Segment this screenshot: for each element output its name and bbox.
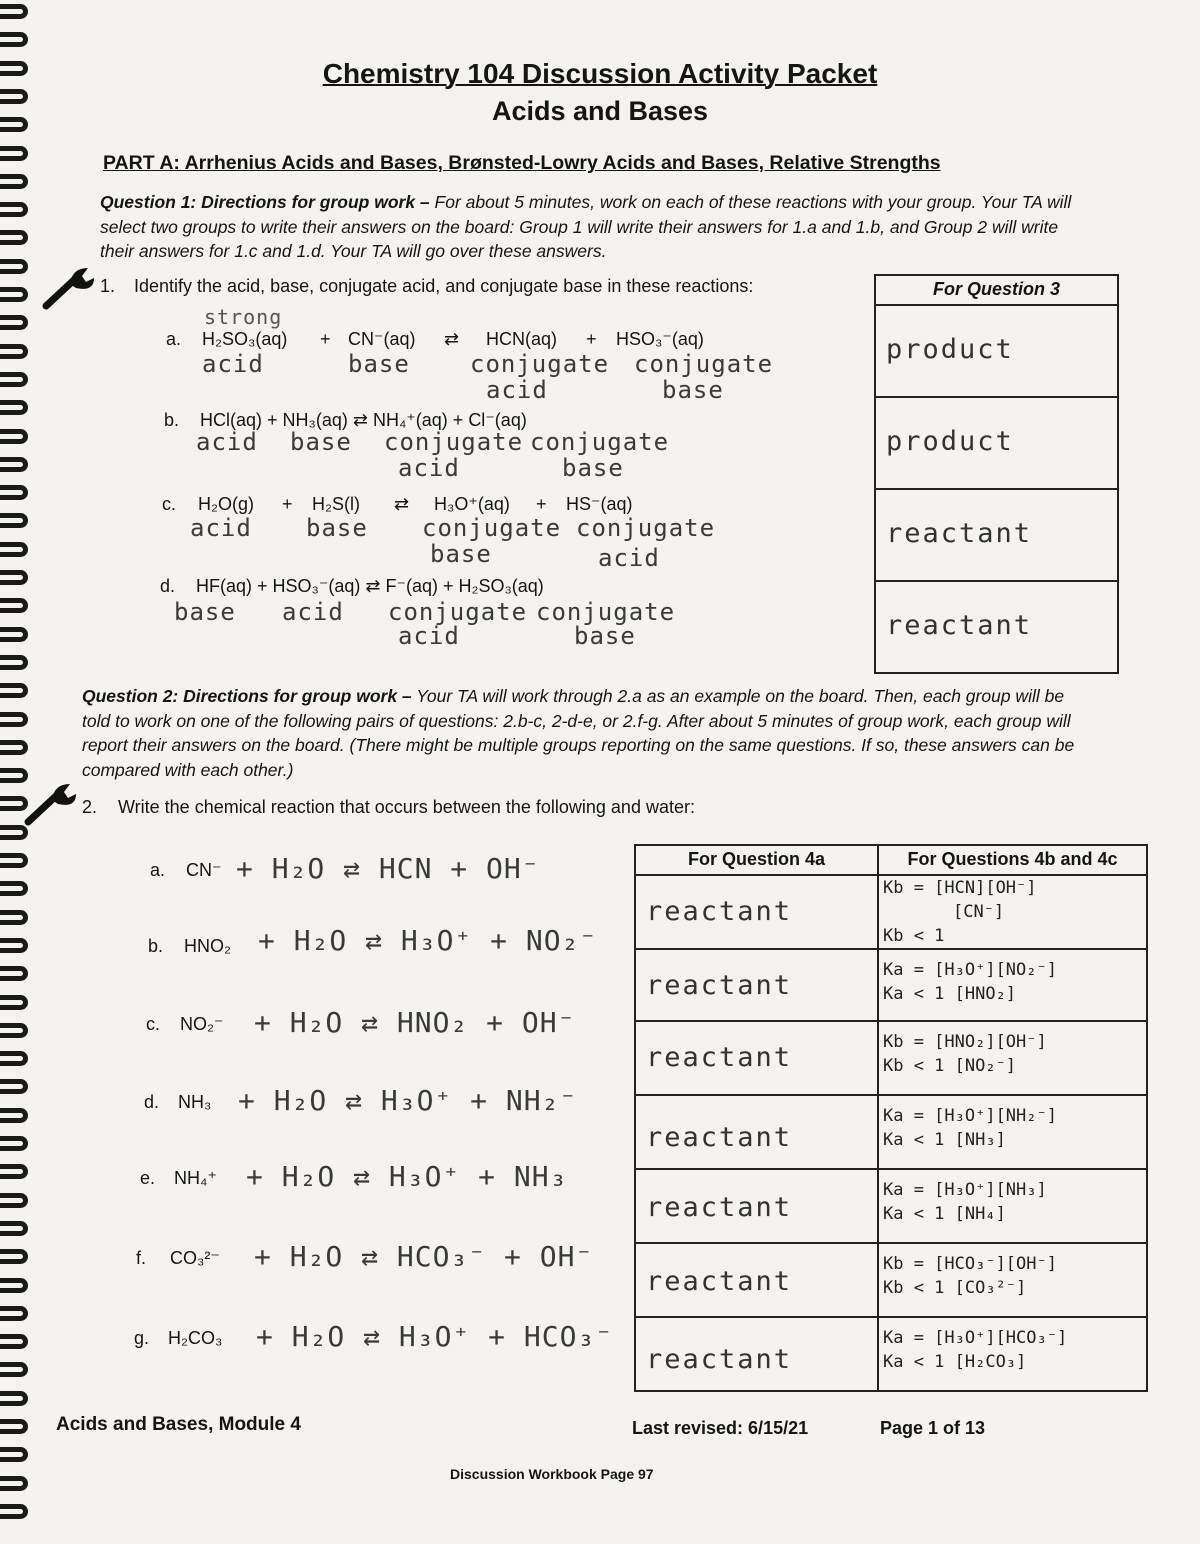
binding-ring (0, 966, 28, 981)
binding-ring (0, 429, 28, 444)
plus-sign: + (586, 329, 597, 349)
handwritten-label: conjugate (384, 428, 524, 456)
handwritten-label: acid (190, 514, 252, 542)
binding-ring (0, 542, 28, 557)
binding-ring (0, 570, 28, 585)
binding-ring (0, 315, 28, 330)
reaction-species: NH₄⁺ (174, 1168, 217, 1188)
question1-directions-label: Directions for group work – (201, 192, 430, 212)
question4-table (634, 844, 1148, 1392)
binding-ring (0, 1476, 28, 1491)
question4a-cell: reactant (635, 1021, 878, 1095)
question3-answer-cell: reactant (875, 489, 1118, 581)
k-expression: Kb = [HCN][OH⁻] (882, 878, 1037, 898)
binding-ring (0, 1334, 28, 1349)
handwritten-answer: + H₂O ⇄ HNO₂ + OH⁻ (254, 1006, 576, 1039)
handwritten-label: acid (196, 428, 258, 456)
binding-ring (0, 655, 28, 670)
binding-ring (0, 1447, 28, 1462)
question4a-cell: reactant (635, 875, 878, 949)
binding-ring (0, 1136, 28, 1151)
binding-ring (0, 485, 28, 500)
spiral-binding (0, 0, 40, 1544)
handwritten-label: base (174, 598, 236, 626)
handwritten-label: conjugate (634, 350, 774, 378)
handwritten-label: conjugate (536, 598, 676, 626)
k-denominator: [CN⁻] (952, 902, 1005, 922)
question4a-cell: reactant (635, 1095, 878, 1169)
k-denominator: Ka < 1 [HNO₂] (882, 984, 1017, 1004)
question2-number: 2. (82, 797, 98, 817)
binding-ring (0, 712, 28, 727)
question3-answer-cell: product (875, 397, 1118, 489)
reaction-letter: c. (162, 494, 177, 514)
wrench-icon (40, 262, 100, 312)
binding-ring (0, 1051, 28, 1066)
footer-page-number: Page 1 of 13 (880, 1418, 986, 1438)
wrench-icon (22, 778, 82, 828)
reaction-letter: g. (134, 1328, 150, 1348)
k-expression-cell (878, 1095, 1147, 1169)
handwritten-answer: + H₂O ⇄ HCN + OH⁻ (236, 852, 540, 885)
question3-table-header: For Question 3 (875, 275, 1118, 305)
plus-sign: + (536, 494, 547, 514)
binding-ring (0, 146, 28, 161)
k-expression-cell (878, 875, 1147, 949)
binding-ring (0, 1391, 28, 1406)
handwritten-answer: + H₂O ⇄ H₃O⁺ + NH₃ (246, 1160, 568, 1193)
binding-ring (0, 995, 28, 1010)
handwritten-label: acid (202, 350, 264, 378)
question1-label: Question 1: (100, 192, 197, 212)
binding-ring (0, 1023, 28, 1038)
reaction-letter: a. (150, 860, 166, 880)
k-expression: Ka = [H₃O⁺][NH₂⁻] (882, 1106, 1057, 1126)
k-expression-cell (878, 1243, 1147, 1317)
reaction-letter: d. (144, 1092, 160, 1112)
binding-ring (0, 174, 28, 189)
handwritten-label: conjugate (388, 598, 528, 626)
question1-directions (100, 190, 1075, 264)
k-expression: Ka = [H₃O⁺][NO₂⁻] (882, 960, 1057, 980)
handwritten-label: conjugate (470, 350, 610, 378)
plus-sign: + (282, 494, 293, 514)
handwritten-label: acid (398, 454, 460, 482)
reaction-letter: f. (136, 1248, 147, 1268)
k-denominator: Ka < 1 [NH₃] (882, 1130, 1006, 1150)
handwritten-label: base (574, 622, 636, 650)
binding-ring (0, 344, 28, 359)
k-expression-cell (878, 1021, 1147, 1095)
reaction-letter: c. (146, 1014, 161, 1034)
reaction-species: H₃O⁺(aq) (434, 494, 510, 514)
question2-directions (82, 684, 1082, 782)
reaction-species: NH₃ (178, 1092, 212, 1112)
k-denominator: Ka < 1 [NH₄] (882, 1204, 1006, 1224)
k-expression-cell (878, 1169, 1147, 1243)
reaction-species: HS⁻(aq) (566, 494, 633, 514)
part-a-heading: PART A: Arrhenius Acids and Bases, Brønsted-Lowry Acids and Bases, Relative Strengths (103, 152, 941, 174)
question4a-cell: reactant (635, 1243, 878, 1317)
handwritten-label: base (562, 454, 624, 482)
handwritten-label: acid (486, 376, 548, 404)
handwritten-note: strong (204, 305, 283, 329)
handwritten-answer: + H₂O ⇄ H₃O⁺ + NO₂⁻ (258, 924, 598, 957)
binding-ring (0, 513, 28, 528)
k-denominator: Ka < 1 [H₂CO₃] (882, 1352, 1027, 1372)
footer-module: Acids and Bases, Module 4 (56, 1414, 301, 1435)
k-expression: Kb = [HCO₃⁻][OH⁻] (882, 1254, 1057, 1274)
reaction-species: HSO₃⁻(aq) (616, 329, 704, 349)
binding-ring (0, 598, 28, 613)
binding-ring (0, 1278, 28, 1293)
binding-ring (0, 627, 28, 642)
question4a-header: For Question 4a (635, 845, 878, 875)
k-expression-cell (878, 1317, 1147, 1391)
plus-sign: + (320, 329, 331, 349)
question1-directions-text: For about 5 minutes, work on each of these reactions with your group. Your TA will select two groups to write their answers on the board: Group 1 will write their answers for 1.a and 1.b, and Group 2 will write their answers for 1.c and 1.d. Your TA will go over these answers. (100, 192, 1072, 261)
reaction-species: CN⁻(aq) (348, 329, 416, 349)
reaction-letter: a. (166, 329, 182, 349)
binding-ring (0, 1193, 28, 1208)
binding-ring (0, 881, 28, 896)
binding-ring (0, 32, 28, 47)
reaction-species: CO₃²⁻ (170, 1248, 220, 1268)
binding-ring (0, 740, 28, 755)
binding-ring (0, 259, 28, 274)
k-expression: Ka = [H₃O⁺][NH₃] (882, 1180, 1047, 1200)
binding-ring (0, 1164, 28, 1179)
handwritten-label: conjugate (530, 428, 670, 456)
reaction-equation: HCl(aq) + NH₃(aq) ⇄ NH₄⁺(aq) + Cl⁻(aq) (200, 410, 527, 430)
reaction-species: H₂O(g) (198, 494, 254, 514)
handwritten-label: conjugate (576, 514, 716, 542)
binding-ring (0, 372, 28, 387)
k-denominator: Kb < 1 [NO₂⁻] (882, 1056, 1017, 1076)
reaction-letter: d. (160, 576, 176, 596)
reaction-species: NO₂⁻ (180, 1014, 224, 1034)
k-expression: Ka = [H₃O⁺][HCO₃⁻] (882, 1328, 1068, 1348)
handwritten-label: base (348, 350, 410, 378)
question2-label: Question 2: (82, 686, 179, 706)
k-comparison: Kb < 1 (882, 926, 945, 946)
binding-ring (0, 1362, 28, 1377)
handwritten-label: acid (598, 544, 660, 572)
binding-ring (0, 1221, 28, 1236)
footer-workbook-page: Discussion Workbook Page 97 (450, 1466, 654, 1482)
k-expression-cell (878, 949, 1147, 1021)
binding-ring (0, 400, 28, 415)
reaction-letter: e. (140, 1168, 156, 1188)
binding-ring (0, 230, 28, 245)
reaction-species: H₂SO₃(aq) (202, 329, 288, 349)
handwritten-label: base (430, 540, 492, 568)
reaction-species: H₂S(l) (312, 494, 360, 514)
reaction-species: H₂CO₃ (168, 1328, 223, 1348)
handwritten-answer: + H₂O ⇄ H₃O⁺ + NH₂⁻ (238, 1084, 578, 1117)
handwritten-label: base (306, 514, 368, 542)
handwritten-answer: + H₂O ⇄ H₃O⁺ + HCO₃⁻ (256, 1320, 614, 1353)
question1-prompt: Identify the acid, base, conjugate acid, and conjugate base in these reactions: (134, 276, 754, 296)
equilibrium-arrow: ⇄ (394, 494, 410, 514)
question4bc-header: For Questions 4b and 4c (878, 845, 1147, 875)
question4a-cell: reactant (635, 1169, 878, 1243)
binding-ring (0, 287, 28, 302)
k-denominator: Kb < 1 [CO₃²⁻] (882, 1278, 1027, 1298)
binding-ring (0, 683, 28, 698)
reaction-species: HCN(aq) (486, 329, 558, 349)
question1-number: 1. (100, 276, 116, 296)
question3-table (874, 274, 1119, 674)
question2-directions-text: Your TA will work through 2.a as an example on the board. Then, each group will be told to work on one of the following pairs of questions: 2.b-c, 2-d-e, or 2.f-g. After about 5 minutes of group work, each group will report their answers on the board. (There might be multiple groups reporting on the same questions. If so, these answers can be compared with each other.) (82, 686, 1075, 780)
binding-ring (0, 853, 28, 868)
handwritten-label: base (290, 428, 352, 456)
equilibrium-arrow: ⇄ (444, 329, 460, 349)
handwritten-label: acid (398, 622, 460, 650)
reaction-equation: HF(aq) + HSO₃⁻(aq) ⇄ F⁻(aq) + H₂SO₃(aq) (196, 576, 544, 596)
question2-directions-label: Directions for group work – (183, 686, 412, 706)
reaction-letter: b. (148, 936, 164, 956)
binding-ring (0, 1108, 28, 1123)
binding-ring (0, 4, 28, 19)
question2-prompt: Write the chemical reaction that occurs between the following and water: (118, 797, 695, 817)
reaction-species: CN⁻ (186, 860, 222, 880)
binding-ring (0, 202, 28, 217)
question4a-cell: reactant (635, 949, 878, 1021)
question4a-cell: reactant (635, 1317, 878, 1391)
page-title: Chemistry 104 Discussion Activity Packet (322, 58, 878, 89)
binding-ring (0, 1419, 28, 1434)
reaction-letter: b. (164, 410, 180, 430)
page-subtitle: Acids and Bases (491, 96, 709, 126)
reaction-species: HNO₂ (184, 936, 231, 956)
footer-revised: Last revised: 6/15/21 (632, 1418, 809, 1438)
binding-ring (0, 1249, 28, 1264)
binding-ring (0, 1306, 28, 1321)
binding-ring (0, 457, 28, 472)
handwritten-answer: + H₂O ⇄ HCO₃⁻ + OH⁻ (254, 1240, 594, 1273)
handwritten-label: acid (282, 598, 344, 626)
binding-ring (0, 910, 28, 925)
binding-ring (0, 1504, 28, 1519)
question3-answer-cell: product (875, 305, 1118, 397)
k-expression: Kb = [HNO₂][OH⁻] (882, 1032, 1047, 1052)
binding-ring (0, 938, 28, 953)
question3-answer-cell: reactant (875, 581, 1118, 673)
binding-ring (0, 1079, 28, 1094)
handwritten-label: conjugate (422, 514, 562, 542)
handwritten-label: base (662, 376, 724, 404)
